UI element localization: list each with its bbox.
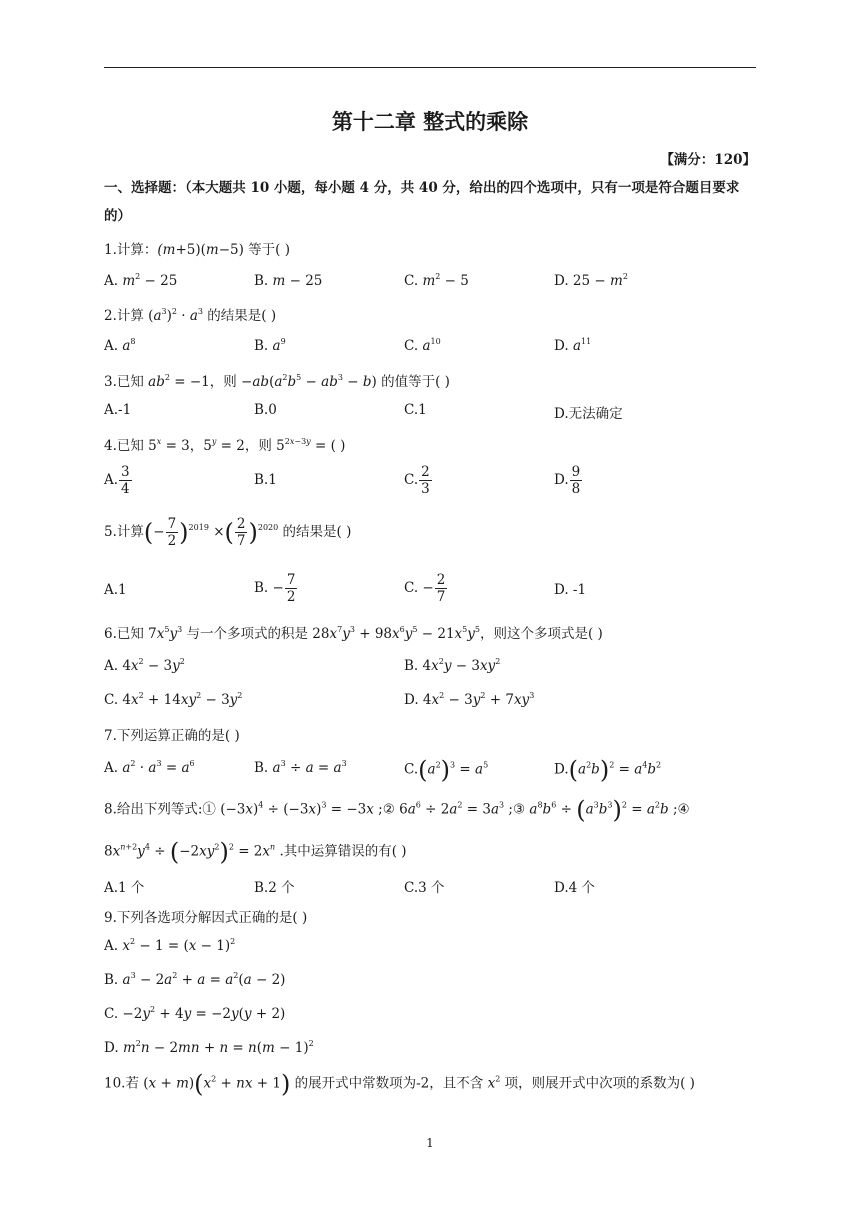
page-title: 第十二章 整式的乘除 [331, 110, 529, 134]
question-9-option-d: D. $m^2n - 2mn + n = n(m - 1)^2$ [104, 1039, 314, 1056]
question-4-option-a: A. $\frac{3}{4}$ [104, 464, 130, 497]
question-8-option-d: D.4 个 [554, 880, 596, 896]
question-3-option-a: A.-1 [104, 402, 132, 418]
question-6-option-b: B. $4x^2y - 3xy^2$ [404, 657, 501, 674]
question-8-option-c: C.3 个 [404, 880, 445, 896]
question-5-option-c: C. − $\frac{2}{7}$ [404, 572, 446, 605]
question-10-stem: 10.若 $(x + m)(x^2$ + nx + 1) 的展开式中常数项为-2，且不含 $x^2$ 项，则展开式中次项的系数为( ) [104, 1070, 695, 1098]
question-7-option-c: $C.(a^2)^3 = a^5$ [404, 756, 489, 784]
question-6-option-d: D. $4x^2 - 3y^2 + 7xy^3$ [404, 691, 535, 708]
question-3-stem: 3.已知 $ab^2 = -1$，则 $-ab(a^2b^5 - ab^3 - b)$ 的值等于( ) [104, 373, 450, 390]
question-5-option-b: B. − $\frac{7}{2}$ [254, 572, 296, 605]
question-1-option-a: A. $m^2 - 25$ [104, 272, 178, 289]
question-3-option-c: C.1 [404, 402, 427, 418]
question-5-stem: 5.计算(− $\frac{7}{2}$ )$^{2019}$ ×( $\frac{2}{7}$ )$^{2020}$ 的结果是( ) [104, 516, 352, 549]
page-number: 1 [426, 1136, 434, 1150]
question-4-option-d: D. $\frac{9}{8}$ [554, 464, 581, 497]
question-2-option-d: D. $a^{11}$ [554, 337, 592, 354]
question-4-stem: 4.已知 $5^x = 3$，$5^y = 2$，则 $5^{2x-3y}$ = ( ) [104, 437, 346, 454]
section-heading: 一、选择题：（本大题共 10 小题，每小题 4 分，共 40 分，给出的四个选项中，只有一项是符合题目要求的） [104, 180, 740, 224]
question-8-stem-line-2: $8x^{n+2}y^4 \div (-2xy^2)^2 = 2x^n$ .其中运算错误的有( ) [104, 838, 407, 866]
question-2-option-a: A. $a^8$ [104, 337, 136, 354]
question-6-option-c: C. $4x^2 + 14xy^2 - 3y^2$ [104, 691, 243, 708]
question-8-stem-line-1: 8.给出下列等式:① $(-3x)^4 \div (-3x)^3 = -3x$ ;② $6a^6 \div 2a^2 = 3a^3$ ;③ $a^8b^6 \div (a^3b^3)^2 = a^2b$ ;④ [104, 796, 690, 824]
full-score-label: 【满分：120】 [660, 152, 756, 168]
question-8-option-b: B.2 个 [254, 880, 295, 896]
question-2-stem: 2.计算 $(a^3)^2 \cdot a^3$ 的结果是( ) [104, 307, 277, 324]
question-7-option-b: B. $a^3 \div a = a^3$ [254, 759, 347, 776]
question-4-option-c: C. $\frac{2}{3}$ [404, 464, 430, 497]
question-4-option-b: B.1 [254, 472, 277, 488]
question-5-option-d: D. -1 [554, 582, 587, 598]
question-6-stem: 6.已知 $7x^5y^3$ 与一个多项式的积是 $28x^7y^3 + 98x^6y^5 - 21x^5y^5$，则这个多项式是( ) [104, 625, 603, 642]
question-6-option-a: A. $4x^2 - 3y^2$ [104, 657, 185, 674]
question-9-option-c: C. $-2y^2 + 4y = -2y(y + 2)$ [104, 1005, 286, 1022]
question-9-option-a: A. $x^2 - 1 = (x - 1)^2$ [104, 937, 236, 954]
question-1-stem: 1.计算：(m+5)(m−5) 等于( ) [104, 242, 291, 258]
question-5-option-a: A.1 [104, 582, 127, 598]
question-7-option-a: A. $a^2 \cdot a^3 = a^6$ [104, 759, 195, 776]
question-2-option-c: C. $a^{10}$ [404, 337, 441, 354]
question-7-option-d: $D.(a^2b)^2 = a^4b^2$ [554, 756, 662, 784]
question-8-option-a: A.1 个 [104, 880, 145, 896]
question-1-option-c: C. $m^2 - 5$ [404, 272, 469, 289]
question-2-option-b: B. $a^9$ [254, 337, 286, 354]
question-9-stem: 9.下列各选项分解因式正确的是( ) [104, 910, 308, 926]
question-3-option-d: D.无法确定 [554, 406, 623, 422]
question-1-option-b: B. m − 25 [254, 273, 323, 289]
question-9-option-b: B. $a^3 - 2a^2 + a = a^2(a - 2)$ [104, 971, 286, 988]
question-1-option-d: D. $25 - m^2$ [554, 272, 628, 289]
question-7-stem: 7.下列运算正确的是( ) [104, 728, 240, 744]
header-rule [104, 67, 756, 68]
question-3-option-b: B.0 [254, 402, 277, 418]
